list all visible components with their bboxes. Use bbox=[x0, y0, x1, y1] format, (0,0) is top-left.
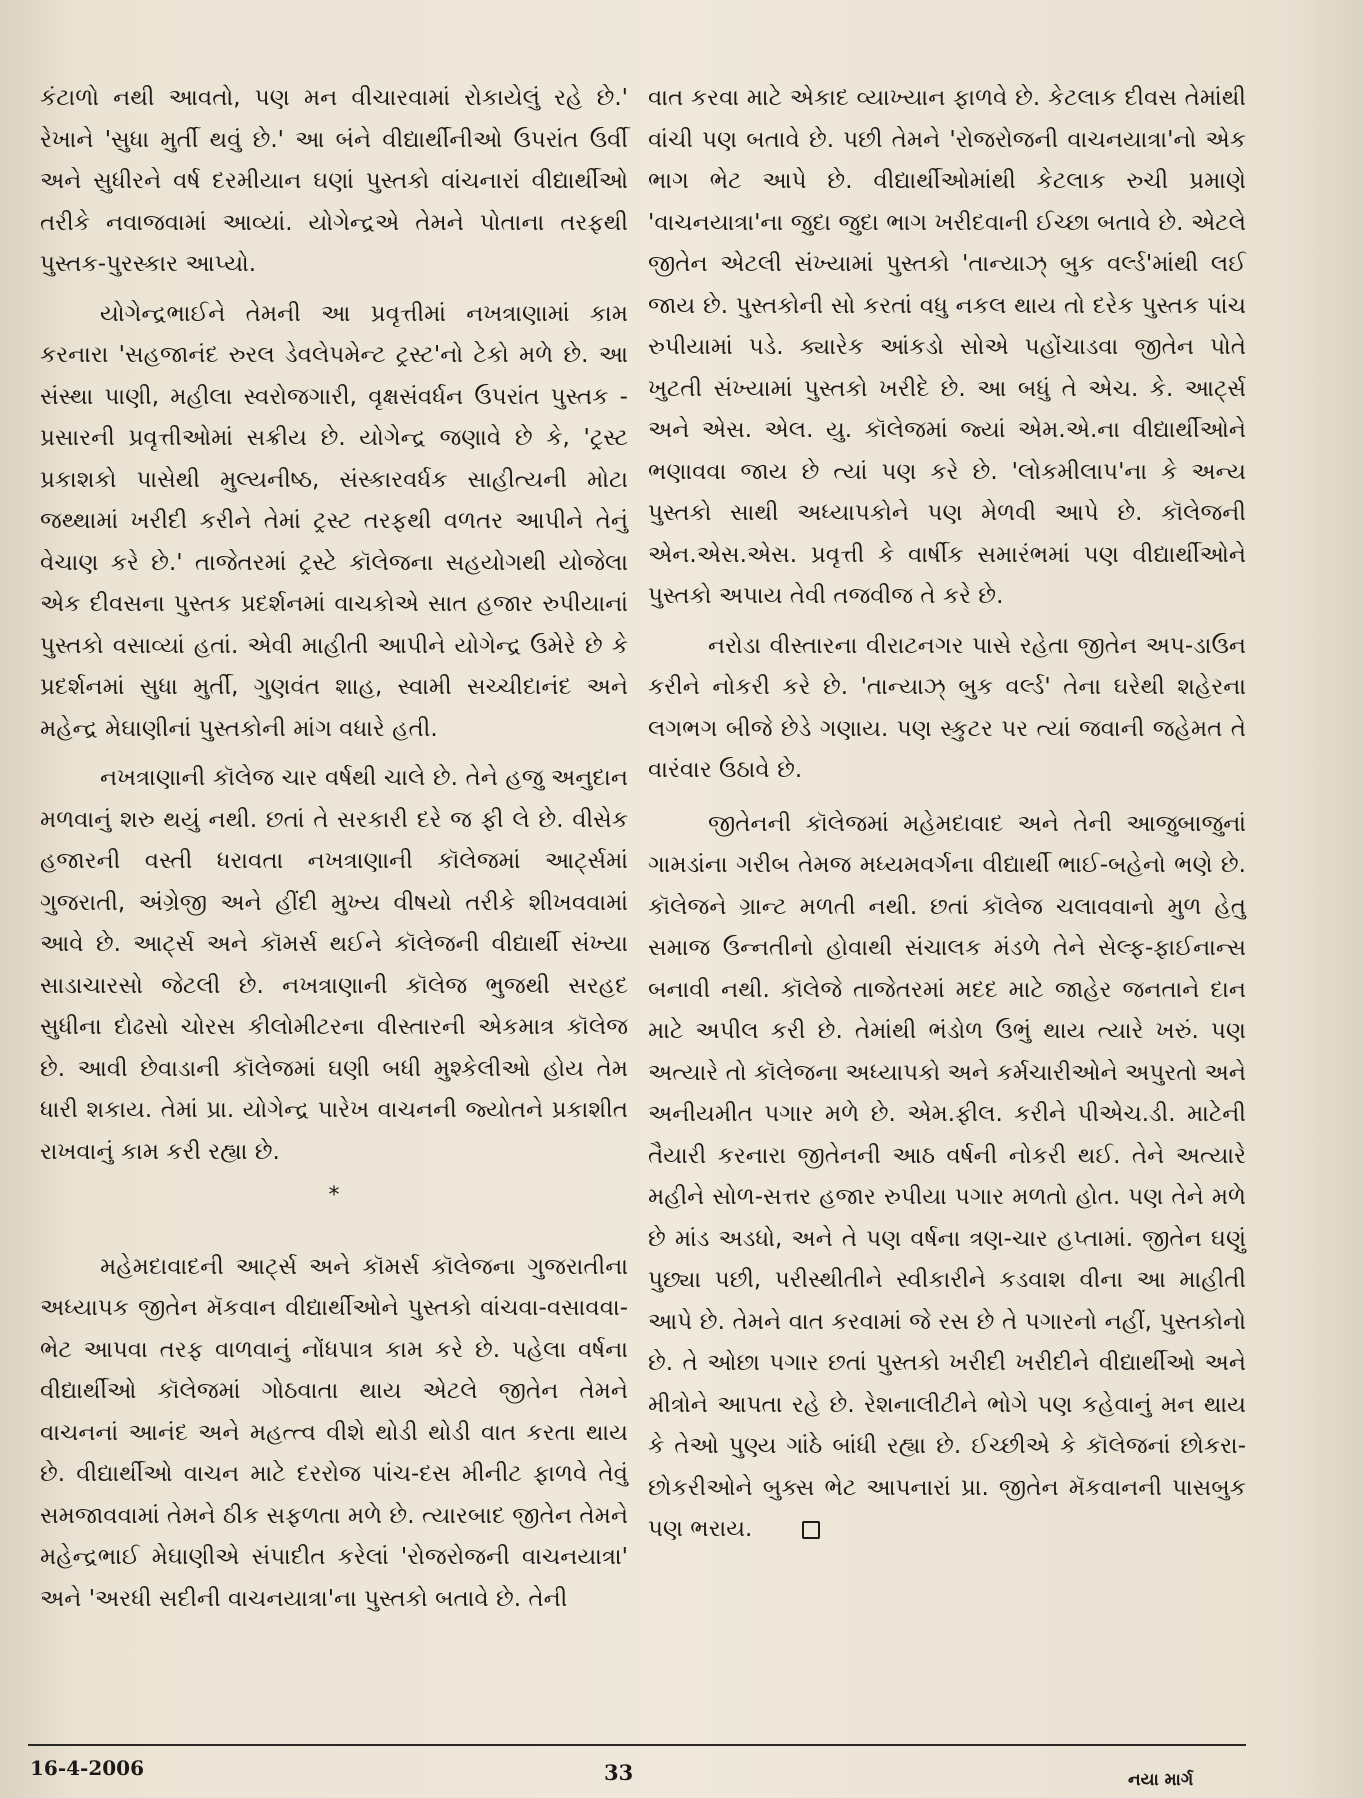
left-column bbox=[40, 78, 628, 1620]
footer-rule bbox=[28, 1744, 1246, 1746]
paragraph bbox=[648, 804, 1246, 1551]
section-separator: * bbox=[328, 1183, 340, 1208]
right-column bbox=[648, 78, 1246, 1551]
paragraph: કંટાળો નથી આવતો, પણ મન વીચારવામાં રોકાયેલું રહે છે.' રેખાને 'સુધા મુર્તી થવું છે.' આ બંને વીદ્યાર્થીનીઓ ઉપરાંત ઉર્વી અને સુધીરને વર્ષ દરમીયાન ઘણાં પુસ્તકો વાંચનારાં વીદ્યાર્થીઓ તરીકે નવાજવામાં આવ્યાં. યોગેન્દ્રએ તેમને પોતાના તરફથી પુસ્તક-પુરસ્કાર આપ્યો. bbox=[40, 85, 628, 277]
paragraph-text: જીતેનની કૉલેજમાં મહેમદાવાદ અને તેની આજુબાજુનાં ગામડાંના ગરીબ તેમજ મધ્યમવર્ગના વીદ્યાર્થી ભાઈ-બહેનો ભણે છે. કૉલેજને ગ્રાન્ટ મળતી નથી. છતાં કૉલેજ ચલાવવાનો મુળ હેતુ સમાજ ઉન્નતીનો હોવાથી સંચાલક મંડળે તેને સેલ્ફ-ફાઈનાન્સ બનાવી નથી. કૉલેજે તાજેતરમાં મદદ માટે જાહેર જનતાને દાન માટે અપીલ કરી છે. તેમાંથી ભંડોળ ઉભું થાય ત્યારે ખરું. પણ અત્યારે તો કૉલેજના અધ્યાપકો અને કર્મચારીઓને અપુરતો અને અનીયમીત પગાર મળે છે. એમ.ફીલ. કરીને પીએચ.ડી. માટેની તૈયારી કરનારા જીતેનની આઠ વર્ષની નોકરી થઈ. તેને અત્યારે મહીને સોળ-સત્તર હજાર રુપીયા પગાર મળતો હોત. પણ તેને મળે છે માંડ અડધો, અને તે પણ વર્ષના ત્રણ-ચાર હપ્તામાં. જીતેન ઘણું પુછ્યા પછી, પરીસ્થીતીને સ્વીકારીને કડવાશ વીના આ માહીતી આપે છે. તેમને વાત કરવામાં જે રસ છે તે પગારનો નહીં, પુસ્તકોનો છે. તે ઓછા પગાર છતાં પુસ્તકો ખરીદી ખરીદીને વીદ્યાર્થીઓ અને મીત્રોને આપતા રહે છે. રેશનાલીટીને ભોગે પણ કહેવાનું મન થાય કે તેઓ પુણ્ય ગાંઠે બાંધી રહ્યા છે. ઈચ્છીએ કે કૉલેજનાં છોકરા-છોકરીઓને બુક્સ ભેટ આપનારાં પ્રા. જીતેન મૅકવાનની પાસબુક પણ ભરાય. bbox=[648, 810, 1246, 1542]
page-number: 33 bbox=[604, 1760, 634, 1785]
paragraph: મહેમદાવાદની આર્ટ્સ અને કૉમર્સ કૉલેજના ગુજરાતીના અધ્યાપક જીતેન મૅકવાન વીદ્યાર્થીઓને પુસ્તકો વાંચવા-વસાવવા-ભેટ આપવા તરફ વાળવાનું નોંધપાત્ર કામ કરે છે. પહેલા વર્ષના વીદ્યાર્થીઓ કૉલેજમાં ગોઠવાતા થાય એટલે જીતેન તેમને વાચનનાં આનંદ અને મહત્ત્વ વીશે થોડી થોડી વાત કરતા થાય છે. વીદ્યાર્થીઓ વાચન માટે દરરોજ પાંચ-દસ મીનીટ ફાળવે તેવું સમજાવવામાં તેમને ઠીક સફળતા મળે છે. ત્યારબાદ જીતેન તેમને મહેન્દ્રભાઈ મેઘાણીએ સંપાદીત કરેલાં 'રોજરોજની વાચનયાત્રા' અને 'અરધી સદીની વાચનયાત્રા'ના પુસ્તકો બતાવે છે. તેની bbox=[40, 1253, 628, 1612]
paragraph: વાત કરવા માટે એકાદ વ્યાખ્યાન ફાળવે છે. કેટલાક દીવસ તેમાંથી વાંચી પણ બતાવે છે. પછી તેમને 'રોજરોજની વાચનયાત્રા'નો એક ભાગ ભેટ આપે છે. વીદ્યાર્થીઓમાંથી કેટલાક રુચી પ્રમાણે 'વાચનયાત્રા'ના જુદા જુદા ભાગ ખરીદવાની ઈચ્છા બતાવે છે. એટલે જીતેન એટલી સંખ્યામાં પુસ્તકો 'તાન્યાઝ્ બુક વર્લ્ડ'માંથી લઈ જાય છે. પુસ્તકોની સો કરતાં વધુ નકલ થાય તો દરેક પુસ્તક પાંચ રુપીયામાં પડે. ક્યારેક આંકડો સોએ પહોંચાડવા જીતેન પોતે ખુટતી સંખ્યામાં પુસ્તકો ખરીદે છે. આ બધું તે એચ. કે. આર્ટ્સ અને એસ. એલ. યુ. કૉલેજમાં જ્યાં એમ.એ.ના વીદ્યાર્થીઓને ભણાવવા જાય છે ત્યાં પણ કરે છે. 'લોકમીલાપ'ના કે અન્ય પુસ્તકો સાથી અધ્યાપકોને પણ મેળવી આપે છે. કૉલેજની એન.એસ.એસ. પ્રવૃત્તી કે વાર્ષીક સમારંભમાં પણ વીદ્યાર્થીઓને પુસ્તકો અપાય તેવી તજવીજ તે કરે છે. bbox=[648, 85, 1246, 609]
paragraph: નરોડા વીસ્તારના વીરાટનગર પાસે રહેતા જીતેન અપ-ડાઉન કરીને નોકરી કરે છે. 'તાન્યાઝ્ બુક વર્લ્ડ' તેના ઘરેથી શહેરના લગભગ બીજે છેડે ગણાય. પણ સ્કુટર પર ત્યાં જવાની જહેમત તે વારંવાર ઉઠાવે છે. bbox=[648, 632, 1246, 783]
end-mark-icon bbox=[802, 1521, 820, 1539]
paragraph: યોગેન્દ્રભાઈને તેમની આ પ્રવૃત્તીમાં નખત્રાણામાં કામ કરનારા 'સહજાનંદ રુરલ ડેવલેપમેન્ટ ટ્રસ્ટ'નો ટેકો મળે છે. આ સંસ્થા પાણી, મહીલા સ્વરોજગારી, વૃક્ષસંવર્ધન ઉપરાંત પુસ્તક - પ્રસારની પ્રવૃત્તીઓમાં સક્રીય છે. યોગેન્દ્ર જણાવે છે કે, 'ટ્રસ્ટ પ્રકાશકો પાસેથી મુલ્યનીષ્ઠ, સંસ્કારવર્ધક સાહીત્યની મોટા જથ્થામાં ખરીદી કરીને તેમાં ટ્રસ્ટ તરફથી વળતર આપીને તેનું વેચાણ કરે છે.' તાજેતરમાં ટ્રસ્ટે કૉલેજના સહયોગથી યોજેલા એક દીવસના પુસ્તક પ્રદર્શનમાં વાચકોએ સાત હજાર રુપીયાનાં પુસ્તકો વસાવ્યાં હતાં. એવી માહીતી આપીને યોગેન્દ્ર ઉમેરે છે કે પ્રદર્શનમાં સુધા મુર્તી, ગુણવંત શાહ, સ્વામી સચ્ચીદાનંદ અને મહેન્દ્ર મેઘાણીનાં પુસ્તકોની માંગ વધારે હતી. bbox=[40, 300, 628, 742]
magazine-name: નયા માર્ગ bbox=[1128, 1770, 1194, 1790]
paragraph: નખત્રાણાની કૉલેજ ચાર વર્ષથી ચાલે છે. તેને હજુ અનુદાન મળવાનું શરુ થયું નથી. છતાં તે સરકારી દરે જ ફી લે છે. વીસેક હજારની વસ્તી ધરાવતા નખત્રાણાની કૉલેજમાં આર્ટ્સમાં ગુજરાતી, અંગ્રેજી અને હીંદી મુખ્ય વીષયો તરીકે શીખવવામાં આવે છે. આર્ટ્સ અને કૉમર્સ થઈને કૉલેજની વીદ્યાર્થી સંખ્યા સાડાચારસો જેટલી છે. નખત્રાણાની કૉલેજ ભુજથી સરહદ સુધીના દોઢસો ચોરસ કીલોમીટરના વીસ્તારની એકમાત્ર કૉલેજ છે. આવી છેવાડાની કૉલેજમાં ઘણી બધી મુશ્કેલીઓ હોય તેમ ધારી શકાય. તેમાં પ્રા. યોગેન્દ્ર પારેખ વાચનની જ્યોતને પ્રકાશીત રાખવાનું કામ કરી રહ્યા છે. bbox=[40, 765, 628, 1165]
issue-date: 16-4-2006 bbox=[30, 1756, 145, 1780]
